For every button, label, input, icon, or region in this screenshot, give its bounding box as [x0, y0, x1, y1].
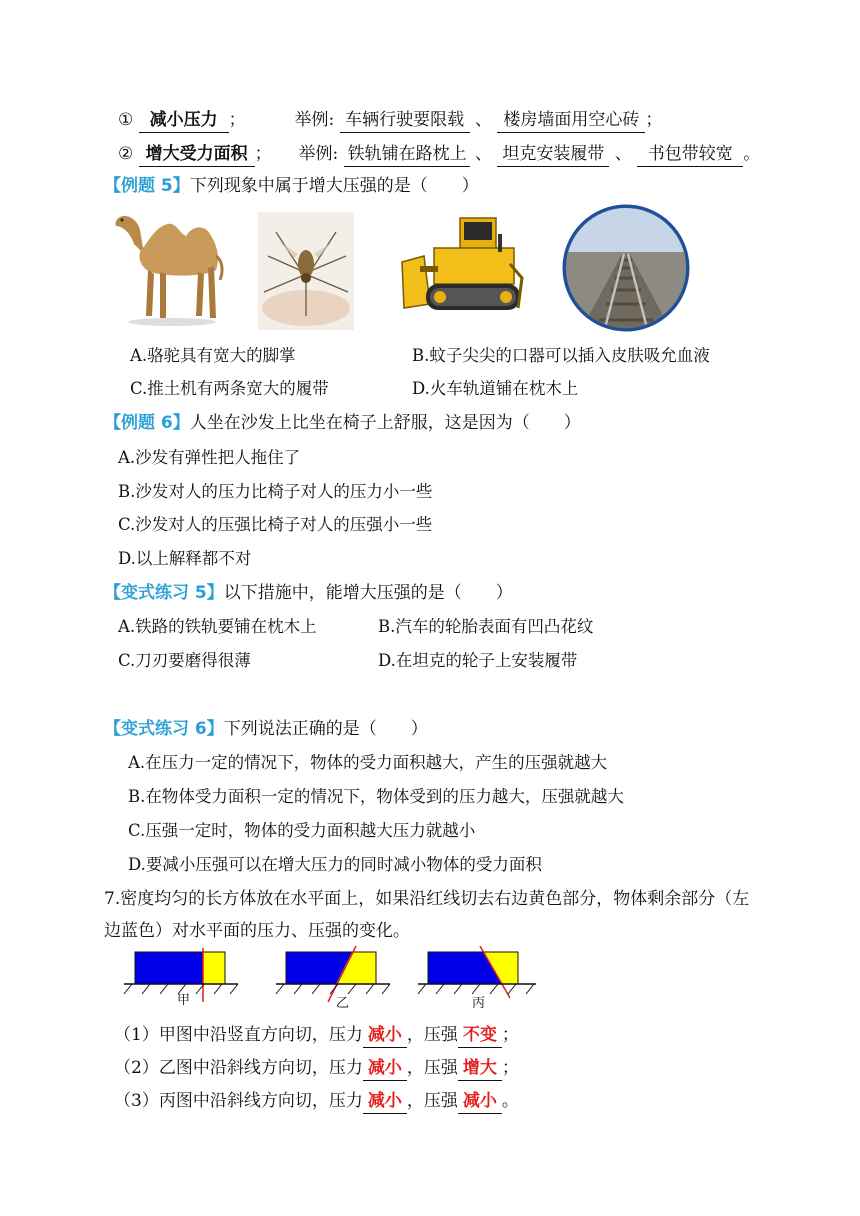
- separator: ；: [254, 144, 272, 164]
- pressure-answer: 增大: [458, 1056, 502, 1081]
- pressure-force-answer: 减小: [363, 1056, 407, 1081]
- answer-mid: ，压强: [406, 1091, 458, 1111]
- answer-row-1: [114, 1023, 519, 1048]
- option-b: B.沙发对人的压力比椅子对人的压力小一些: [118, 482, 433, 501]
- answer-end: ；: [501, 1058, 519, 1078]
- railway-image: [562, 204, 690, 332]
- answer-row-2: [114, 1056, 519, 1081]
- option-b: B.汽车的轮胎表面有凹凸花纹: [378, 617, 594, 636]
- question-stem: 以下措施中，能增大压强的是（ ）: [223, 583, 513, 603]
- bulldozer-image: [398, 208, 524, 324]
- example-5-question: [104, 174, 479, 198]
- answer-end: 。: [501, 1091, 519, 1111]
- separator: 。: [743, 144, 761, 164]
- option-a: A.沙发有弹性把人拖住了: [118, 448, 301, 467]
- diagram-label: 丙: [472, 996, 486, 1010]
- variation-6-question: [104, 717, 428, 741]
- method-number: ②: [118, 144, 134, 164]
- question-tag: 【例题 5】: [104, 176, 190, 196]
- option-c: C.刀刃要磨得很薄: [118, 651, 251, 670]
- method-number: ①: [118, 110, 134, 130]
- mosquito-image: [258, 212, 354, 330]
- example-blank: 书包带较宽: [637, 142, 743, 167]
- method-label: 减小压力: [139, 108, 229, 133]
- diagram-label: 乙: [336, 996, 350, 1010]
- question-stem: 下列说法正确的是（ ）: [223, 719, 428, 739]
- option-b: B.蚊子尖尖的口器可以插入皮肤吸允血液: [412, 346, 710, 365]
- pressure-answer: 减小: [458, 1089, 502, 1114]
- option-b: B.在物体受力面积一定的情况下，物体受到的压力越大，压强就越大: [128, 787, 624, 806]
- question-tag: 【例题 6】: [104, 413, 190, 433]
- option-c: C.沙发对人的压强比椅子对人的压强小一些: [118, 515, 433, 534]
- separator: 、: [475, 110, 493, 130]
- option-c: C.推土机有两条宽大的履带: [130, 379, 329, 398]
- option-a: A.铁路的铁轨要铺在枕木上: [118, 617, 317, 636]
- question-stem: 下列现象中属于增大压强的是（ ）: [189, 176, 479, 196]
- pressure-force-answer: 减小: [363, 1023, 407, 1048]
- diagram-label: 甲: [177, 993, 191, 1008]
- example-label: 举例:: [294, 110, 335, 130]
- camel-image: [112, 204, 232, 330]
- method-label: 增大受力面积: [139, 142, 255, 167]
- example-blank: 车辆行驶要限载: [340, 108, 470, 133]
- answer-end: ；: [501, 1025, 519, 1045]
- pressure-answer: 不变: [458, 1023, 502, 1048]
- separator: ；: [228, 110, 246, 130]
- example-blank: 楼房墙面用空心砖: [497, 108, 645, 133]
- method-reduce-force: [118, 108, 662, 133]
- question-7-stem-line1: 7.密度均匀的长方体放在水平面上，如果沿红线切去右边黄色部分，物体剩余部分（左: [104, 889, 750, 909]
- diagram-bing: [414, 946, 540, 1010]
- answer-mid: ，压强: [406, 1025, 458, 1045]
- option-a: A.在压力一定的情况下，物体的受力面积越大，产生的压强就越大: [128, 753, 608, 772]
- method-increase-area: [118, 142, 760, 167]
- separator: 、: [475, 144, 493, 164]
- question-stem: 人坐在沙发上比坐在椅子上舒服，这是因为（ ）: [189, 413, 581, 433]
- answer-prefix: （1）甲图中沿竖直方向切，压力: [114, 1025, 363, 1045]
- example-blank: 铁轨铺在路枕上: [344, 142, 470, 167]
- separator: 、: [614, 144, 632, 164]
- answer-row-3: [114, 1089, 519, 1114]
- question-tag: 【变式练习 5】: [104, 583, 224, 603]
- option-d: D.要减小压强可以在增大压力的同时减小物体的受力面积: [128, 855, 542, 874]
- question-tag: 【变式练习 6】: [104, 719, 224, 739]
- pressure-force-answer: 减小: [363, 1089, 407, 1114]
- answer-prefix: （2）乙图中沿斜线方向切，压力: [114, 1058, 363, 1078]
- diagram-yi: [272, 946, 394, 1010]
- example-label: 举例:: [298, 144, 339, 164]
- answer-prefix: （3）丙图中沿斜线方向切，压力: [114, 1091, 363, 1111]
- answer-mid: ，压强: [406, 1058, 458, 1078]
- option-d: D.在坦克的轮子上安装履带: [378, 651, 578, 670]
- diagram-jia: [120, 946, 242, 1010]
- option-c: C.压强一定时，物体的受力面积越大压力就越小: [128, 821, 476, 840]
- question-7-stem-line2: 边蓝色）对水平面的压力、压强的变化。: [104, 921, 410, 941]
- example-6-question: [104, 411, 581, 435]
- separator: ；: [645, 110, 663, 130]
- option-d: D.以上解释都不对: [118, 549, 252, 568]
- option-a: A.骆驼具有宽大的脚掌: [130, 346, 296, 365]
- example-blank: 坦克安装履带: [497, 142, 609, 167]
- variation-5-question: [104, 581, 513, 605]
- option-d: D.火车轨道铺在枕木上: [412, 379, 579, 398]
